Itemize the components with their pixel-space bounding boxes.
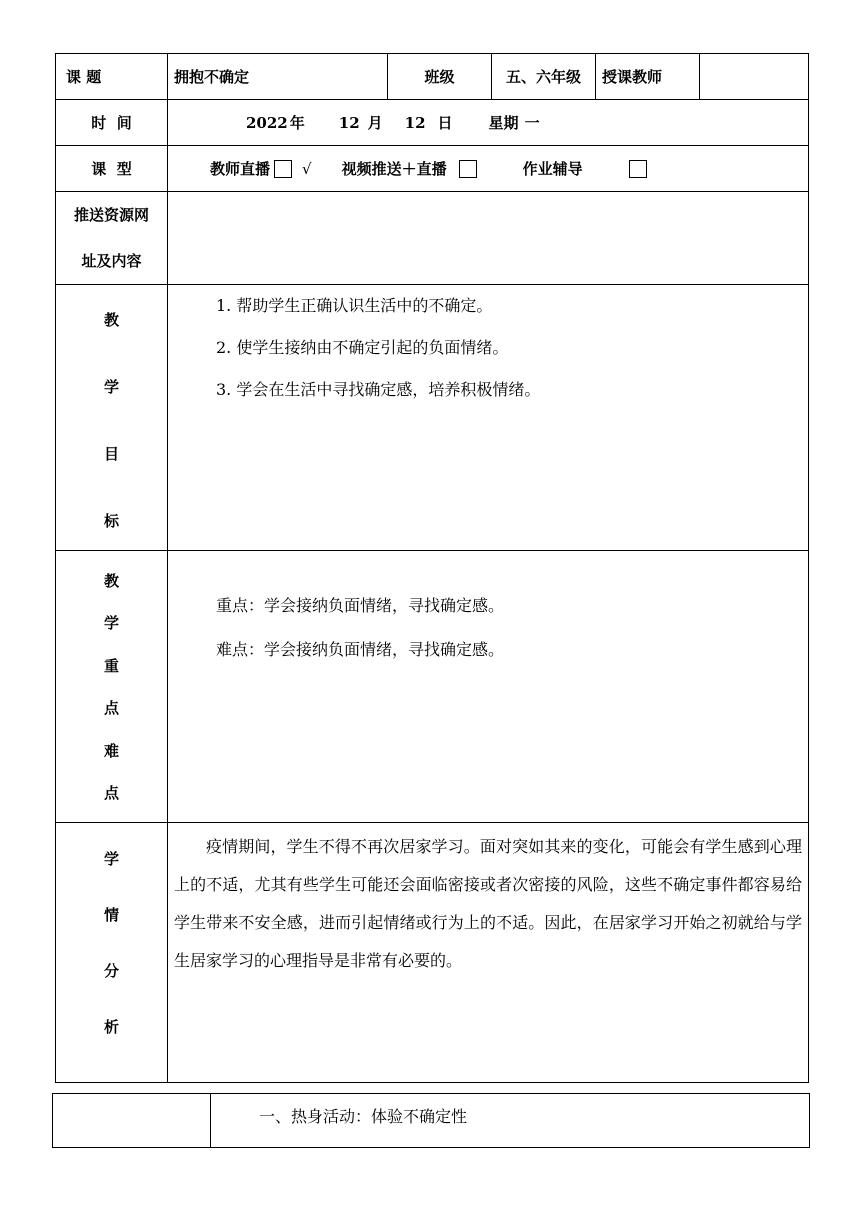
option-teacher-live: 教师直播 [210, 160, 271, 178]
key-points-label-char-3: 重 [103, 656, 119, 675]
topic-label: 课 题 [66, 68, 102, 86]
time-weekday-label: 星期 [488, 114, 519, 132]
process-row [53, 1094, 810, 1148]
lesson-type-options [168, 146, 809, 192]
key-points-label-char-6: 点 [103, 784, 119, 803]
key-points-label-char-5: 难 [103, 741, 119, 760]
key-point: 重点：学会接纳负面情绪，寻找确定感。 [216, 596, 505, 615]
lesson-type-row [56, 146, 809, 192]
key-points-label-cell [56, 551, 168, 823]
option-homework: 作业辅导 [522, 160, 583, 178]
analysis-label-char-4: 析 [103, 1018, 119, 1037]
objective-item-1: 1. 帮助学生正确认识生活中的不确定。 [216, 296, 493, 315]
key-points-row [56, 551, 809, 823]
key-points-label-char-1: 教 [103, 571, 119, 590]
analysis-label-char-2: 情 [103, 905, 119, 924]
objectives-label-char-3: 目 [103, 444, 119, 463]
analysis-label-char-1: 学 [103, 849, 119, 868]
objectives-label-char-2: 学 [103, 377, 119, 396]
time-month: 12 [338, 113, 360, 132]
topic-label-cell [56, 54, 168, 100]
process-step-1: 一、热身活动：体验不确定性 [259, 1107, 468, 1126]
class-value: 五、六年级 [492, 54, 596, 100]
time-label: 时 间 [56, 100, 168, 146]
analysis-content [168, 823, 809, 1083]
time-year: 2022 [246, 113, 288, 132]
topic-value: 拥抱不确定 [168, 54, 388, 100]
objectives-label-char-1: 教 [103, 310, 119, 329]
time-day-unit: 日 [437, 114, 453, 132]
option-teacher-live-checkbox[interactable] [274, 160, 292, 178]
check-mark: √ [302, 159, 312, 178]
difficulty-point: 难点：学会接纳负面情绪，寻找确定感。 [216, 640, 505, 659]
time-day: 12 [404, 113, 426, 132]
option-video-live: 视频推送＋直播 [341, 160, 447, 178]
teacher-label: 授课教师 [596, 54, 700, 100]
option-video-live-checkbox[interactable] [459, 160, 477, 178]
resources-label-line2: 址及内容 [81, 252, 142, 270]
resources-label-cell [56, 192, 168, 285]
key-points-label-char-2: 学 [103, 614, 119, 633]
objectives-label-char-4: 标 [103, 511, 119, 530]
time-weekday-value: 一 [524, 114, 540, 132]
analysis-label-char-3: 分 [103, 962, 119, 981]
resources-row [56, 192, 809, 285]
process-table [52, 1093, 810, 1148]
time-month-unit: 月 [367, 114, 383, 132]
key-points-label-char-4: 点 [103, 699, 119, 718]
objective-item-3: 3. 学会在生活中寻找确定感，培养积极情绪。 [216, 380, 541, 399]
objective-item-2: 2. 使学生接纳由不确定引起的负面情绪。 [216, 338, 509, 357]
objectives-label-cell [56, 285, 168, 551]
analysis-label-cell [56, 823, 168, 1083]
header-row [56, 54, 809, 100]
objectives-content [168, 285, 809, 551]
process-left-cell [53, 1094, 211, 1148]
analysis-text: 疫情期间，学生不得不再次居家学习。面对突如其来的变化，可能会有学生感到心理上的不适，尤其有些学生可能还会面临密接或者次密接的风险，这些不确定事件都容易给学生带来不安全感，进而引起情绪或行为上的不适。因此，在居家学习开始之初就给与学生居家学习的心理指导是非常有必要的。 [174, 837, 802, 970]
process-content [211, 1094, 810, 1148]
resources-label-line1: 推送资源网 [73, 206, 149, 224]
time-row [56, 100, 809, 146]
lesson-plan-table [55, 53, 809, 1083]
time-value-cell [168, 100, 809, 146]
teacher-value [700, 54, 809, 100]
class-label: 班级 [388, 54, 492, 100]
analysis-row [56, 823, 809, 1083]
time-year-unit: 年 [289, 114, 305, 132]
resources-value [168, 192, 809, 285]
key-points-content [168, 551, 809, 823]
objectives-row [56, 285, 809, 551]
lesson-type-label: 课 型 [56, 146, 168, 192]
option-homework-checkbox[interactable] [629, 160, 647, 178]
